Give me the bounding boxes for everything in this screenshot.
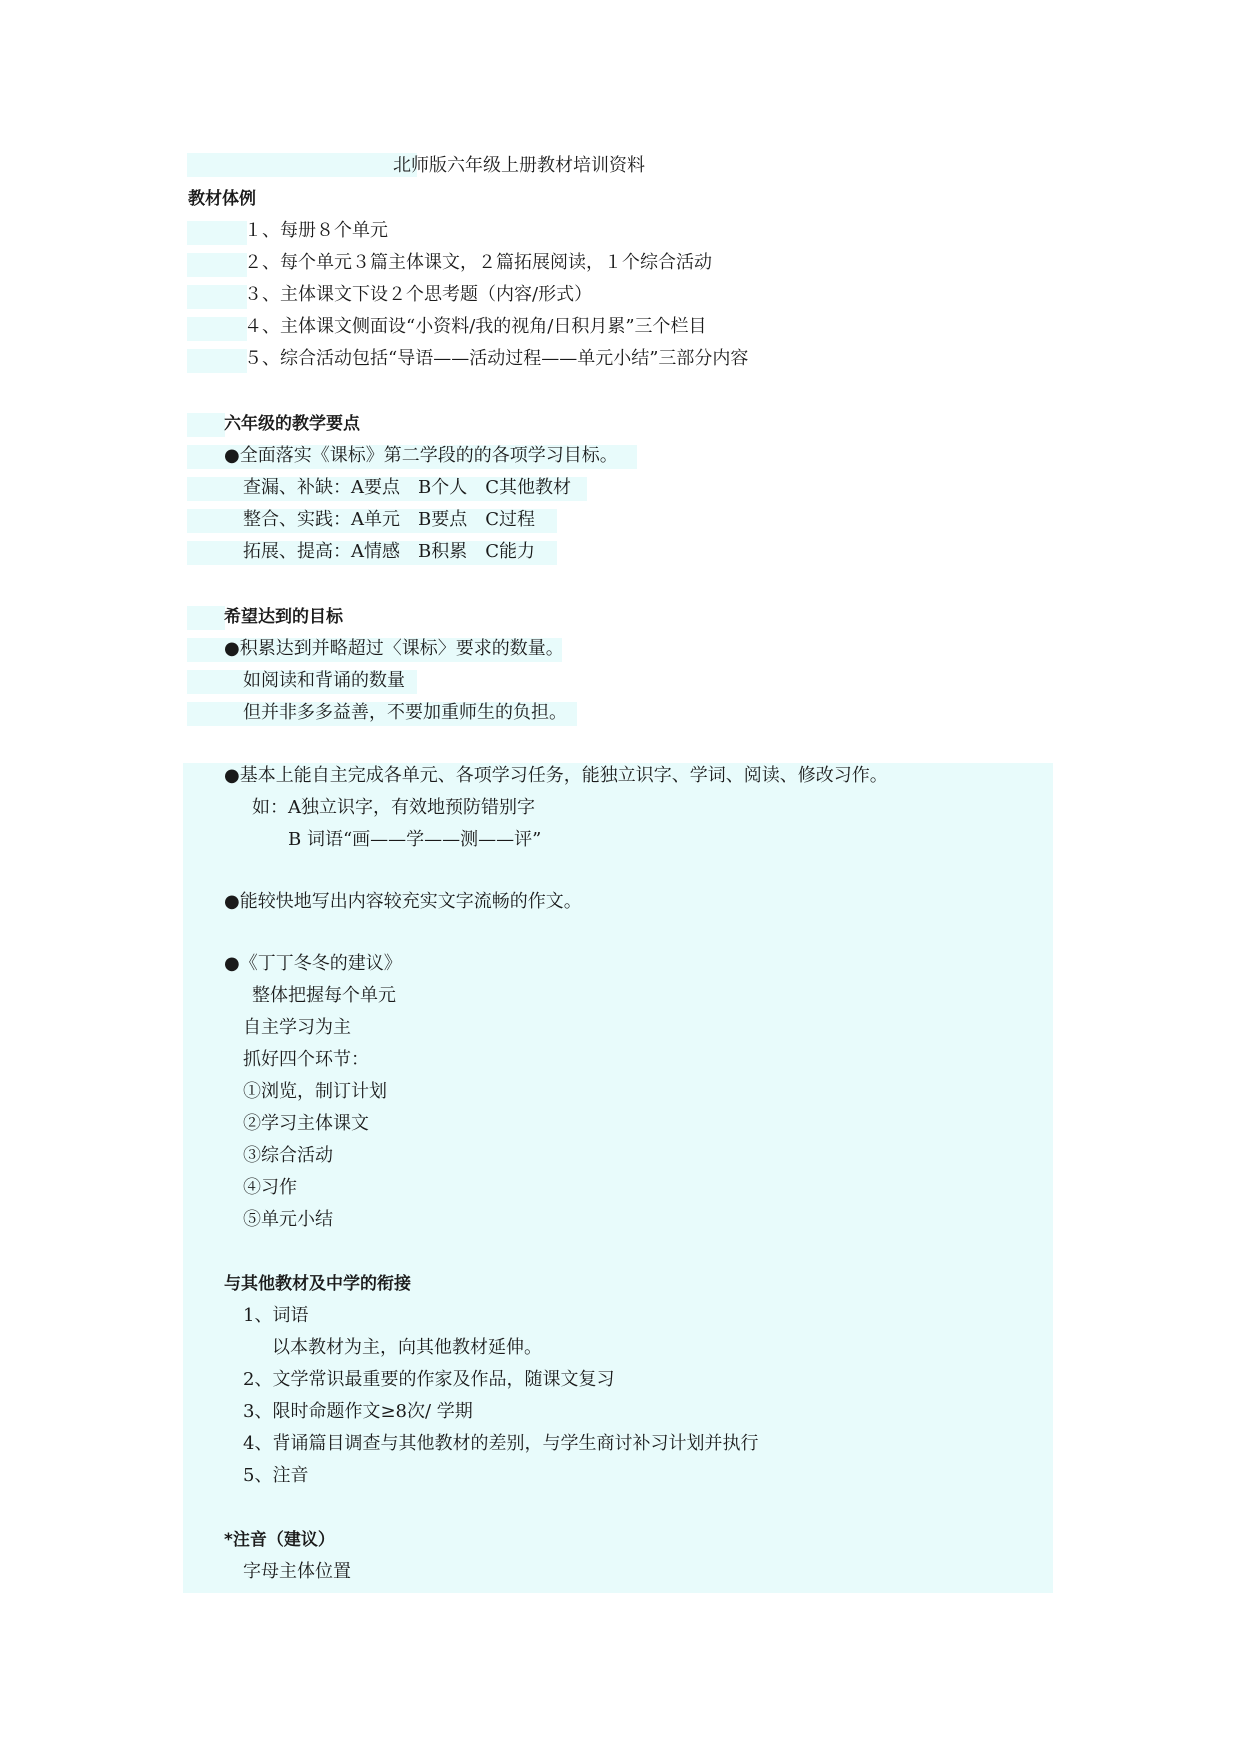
section-heading-pinyin: *注音（建议） [224, 1530, 335, 1550]
section-heading-textbook-structure: 教材体例 [188, 189, 256, 209]
bullet-item: ●《丁丁冬冬的建议》 [224, 953, 402, 974]
bullet-item: ●能较快地写出内容较充实文字流畅的作文。 [224, 891, 582, 912]
section-heading-teaching-points: 六年级的教学要点 [224, 414, 360, 434]
list-item: 抓好四个环节： [243, 1049, 369, 1070]
highlight-band-s3 [187, 606, 225, 630]
list-item: 查漏、补缺：A要点 B个人 C其他教材 [243, 477, 571, 498]
highlight-band-item-3 [187, 285, 247, 309]
highlight-band-item-4 [187, 317, 247, 341]
list-item: ２、每个单元３篇主体课文，２篇拓展阅读，１个综合活动 [244, 252, 712, 273]
highlight-band-s2 [187, 413, 225, 437]
example-line: 如：A独立识字，有效地预防错别字 [252, 797, 535, 818]
step-item: ②学习主体课文 [243, 1113, 369, 1134]
list-item: 整体把握每个单元 [252, 985, 396, 1006]
section-heading-goals: 希望达到的目标 [224, 607, 343, 627]
step-item: ⑤单元小结 [243, 1209, 333, 1230]
highlight-band-item-5 [187, 349, 247, 373]
list-item: 拓展、提高：A情感 B积累 C能力 [243, 541, 535, 562]
step-item: ③综合活动 [243, 1145, 333, 1166]
list-item: 2、文学常识最重要的作家及作品，随课文复习 [243, 1369, 615, 1390]
page-title: 北师版六年级上册教材培训资料 [393, 155, 645, 176]
bullet-item: ●全面落实《课标》第二学段的的各项学习目标。 [224, 445, 618, 466]
list-item: 整合、实践：A单元 B要点 C过程 [243, 509, 535, 530]
list-item: 如阅读和背诵的数量 [243, 670, 405, 691]
list-item: 但并非多多益善，不要加重师生的负担。 [243, 702, 567, 723]
bullet-item: ●基本上能自主完成各单元、各项学习任务，能独立识字、学词、阅读、修改习作。 [224, 765, 888, 786]
step-item: ①浏览，制订计划 [243, 1081, 387, 1102]
highlight-band-title [187, 153, 417, 177]
highlight-band-item-2 [187, 253, 247, 277]
list-item: １、每册８个单元 [244, 220, 388, 241]
list-item: 字母主体位置 [243, 1561, 351, 1582]
bullet-item: ●积累达到并略超过〈课标〉要求的数量。 [224, 638, 564, 659]
list-item: ４、主体课文侧面设“小资料/我的视角/日积月累”三个栏目 [244, 316, 707, 337]
list-item: 以本教材为主，向其他教材延伸。 [272, 1337, 542, 1358]
list-item: ３、主体课文下设２个思考题（内容/形式） [244, 284, 593, 305]
list-item: 自主学习为主 [243, 1017, 351, 1038]
highlight-band-item-1 [187, 221, 247, 245]
highlight-block-main [183, 763, 1053, 1593]
list-item: 5、注音 [243, 1465, 309, 1486]
step-item: ④习作 [243, 1177, 297, 1198]
list-item: 4、背诵篇目调查与其他教材的差别，与学生商讨补习计划并执行 [243, 1433, 759, 1454]
section-heading-connection: 与其他教材及中学的衔接 [224, 1274, 411, 1294]
list-item: 1、词语 [243, 1305, 309, 1326]
example-line: B 词语“画——学——测——评” [288, 829, 542, 850]
list-item: 3、限时命题作文≥8次/ 学期 [243, 1401, 473, 1422]
list-item: ５、综合活动包括“导语——活动过程——单元小结”三部分内容 [244, 348, 749, 369]
